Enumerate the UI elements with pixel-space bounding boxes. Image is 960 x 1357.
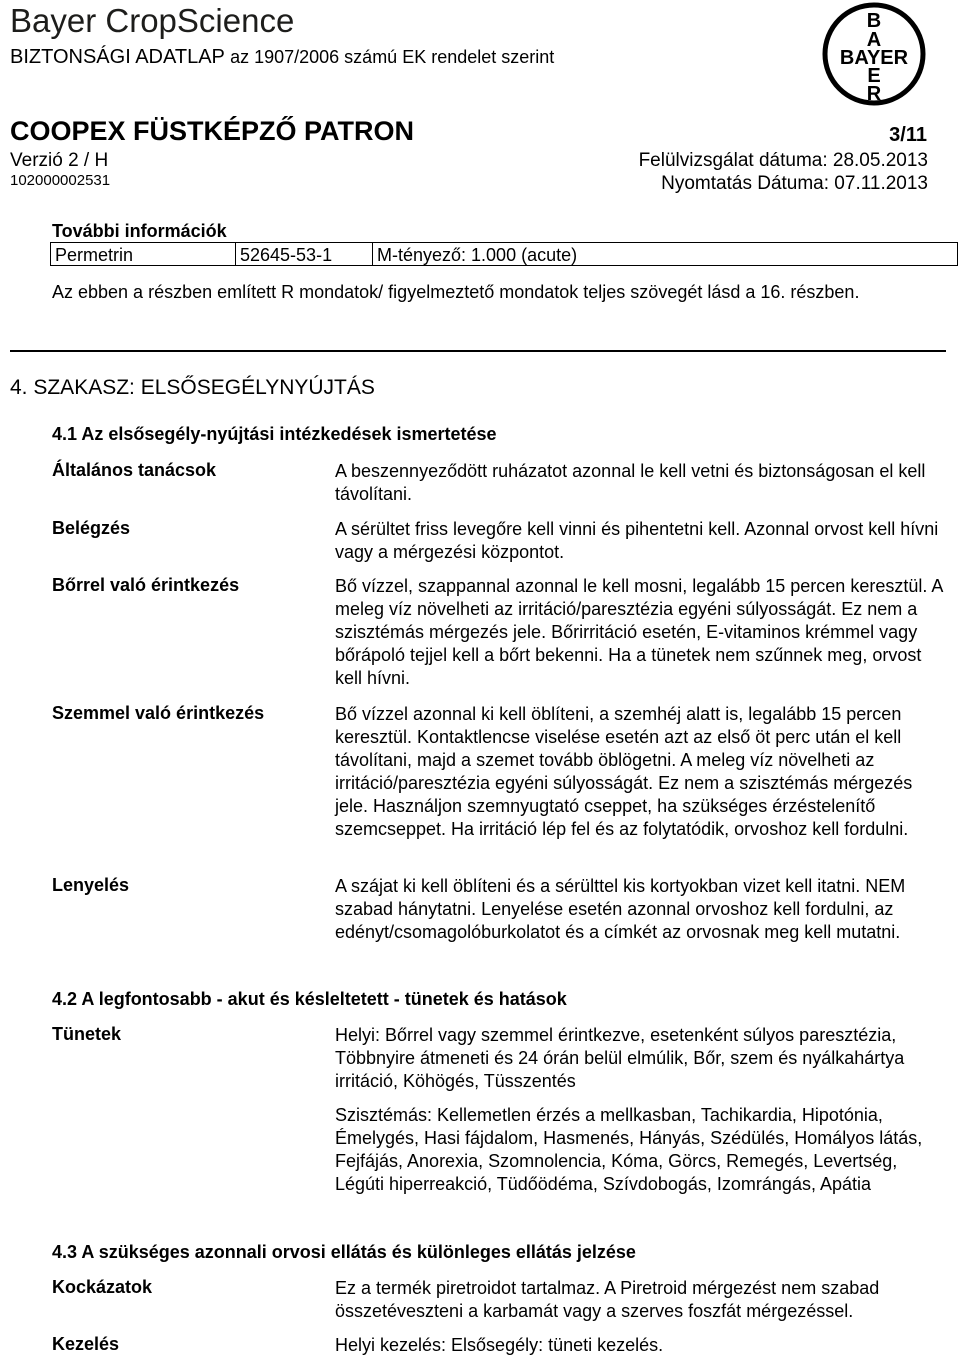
subsection-4-2-title: 4.2 A legfontosabb - akut és késleltetett - tünetek és hatások bbox=[52, 989, 567, 1009]
substance-name: Permetrin bbox=[51, 243, 236, 265]
logo-letter-r: R bbox=[866, 83, 882, 105]
revision-date: Felülvizsgálat dátuma: 28.05.2013 bbox=[638, 150, 928, 171]
version: Verzió 2 / H bbox=[10, 150, 109, 171]
text-symptoms-systemic: Szisztémás: Kellemetlen érzés a mellkasban, Tachikardia, Hipotónia, Émelygés, Hasi fájdalom, Hasmenés, Hányás, Szédülés, Homályos látás, Fejfájás, Anorexia, Szomnolencia, Kóma, Görcs, Remegés, Levertség, Légúti hiperreakció, Tüdőödéma, Szívdobogás, Izomrángás, Apátia bbox=[335, 1105, 923, 1194]
subtitle-main: BIZTONSÁGI ADATLAP bbox=[10, 46, 225, 68]
cas-number: 52645-53-1 bbox=[236, 243, 373, 265]
text-eye-contact: Bő vízzel azonnal ki kell öblíteni, a szemhéj alatt is, legalább 15 percen keresztül. Kontaktlencse viselése esetén azt az első öt perc után el kell távolítani, majd a szemet tovább öblögetni. A meleg víz növelheti az irritáció/paresztézia egyéni súlyosságát. Ez nem a szisztémás mérgezés jele. Használjon szemnyugtató cseppet, ha szükséges érzéstelenítő szemcseppet. Ha irritáció lép fel és az folytatódik, orvoshoz kell fordulni. bbox=[335, 704, 913, 839]
label-risks: Kockázatok bbox=[52, 1277, 153, 1297]
text-general-advice: A beszennyeződött ruházatot azonnal le kell vetni és biztonságosan el kell távolítani. bbox=[335, 461, 926, 504]
text-treatment: Helyi kezelés: Elsősegély: tüneti kezelés. bbox=[335, 1335, 664, 1355]
logo-word: BAYER bbox=[839, 47, 909, 69]
document-subtitle bbox=[10, 46, 554, 69]
logo-letter-b: B bbox=[866, 10, 882, 32]
logo-letter-a: A bbox=[866, 29, 882, 51]
text-inhalation: A sérültet friss levegőre kell vinni és pihentetni kell. Azonnal orvost kell hívni vagy a mérgezési központot. bbox=[335, 519, 939, 562]
label-general-advice: Általános tanácsok bbox=[52, 460, 217, 480]
label-skin-contact: Bőrrel való érintkezés bbox=[52, 575, 240, 595]
product-name: COOPEX FÜSTKÉPZŐ PATRON bbox=[10, 116, 415, 146]
m-factor: M-tényező: 1.000 (acute) bbox=[377, 245, 578, 265]
subsection-4-3-title: 4.3 A szükséges azonnali orvosi ellátás és különleges ellátás jelzése bbox=[52, 1242, 636, 1262]
section-4-title: 4. SZAKASZ: ELSŐSEGÉLYNYÚJTÁS bbox=[10, 376, 375, 399]
subtitle-regulation: az 1907/2006 számú EK rendelet szerint bbox=[230, 47, 555, 67]
subsection-4-1-title: 4.1 Az elsősegély-nyújtási intézkedések ismertetése bbox=[52, 424, 497, 444]
label-treatment: Kezelés bbox=[52, 1334, 120, 1354]
label-eye-contact: Szemmel való érintkezés bbox=[52, 703, 265, 723]
text-skin-contact: Bő vízzel, szappannal azonnal le kell mosni, legalább 15 percen keresztül. A meleg víz növelheti az irritáció/paresztézia egyéni súlyosságát. Ez nem a szisztémás mérgezés jele. Bőrirritáció esetén, E-vitaminos krémmel vagy bőrápoló tejjel kell a bőrt bekenni. Ha a tünetek nem szűnnek meg, orvost kell hívni. bbox=[335, 576, 943, 688]
text-risks: Ez a termék piretroidot tartalmaz. A Piretroid mérgezést nem szabad összetéveszteni a karbamát vagy a szerves foszfát mérgezéssel. bbox=[335, 1278, 880, 1321]
label-symptoms: Tünetek bbox=[52, 1024, 122, 1044]
bayer-logo bbox=[822, 2, 926, 106]
section-divider bbox=[10, 350, 946, 352]
document-number: 102000002531 bbox=[10, 172, 111, 189]
text-symptoms-local: Helyi: Bőrrel vagy szemmel érintkezve, esetenként súlyos paresztézia, Többnyire átmeneti és 24 órán belül elmúlik, Bőr, szem és nyálkahártya irritáció, Köhögés, Tüsszentés bbox=[335, 1025, 905, 1091]
label-ingestion: Lenyelés bbox=[52, 875, 130, 895]
info-table-row bbox=[50, 242, 958, 266]
text-ingestion: A szájat ki kell öblíteni és a sérülttel kis kortyokban vizet kell itatni. NEM szabad hánytatni. Lenyelése esetén azonnal orvoshoz kell fordulni, az edényt/csomagolóburkolatot és a címkét az orvosnak meg kell mutatni. bbox=[335, 876, 906, 942]
company-name: Bayer CropScience bbox=[10, 2, 295, 39]
logo-letter-e: E bbox=[867, 65, 881, 87]
page-number: 3/11 bbox=[889, 124, 927, 146]
r-phrases-note: Az ebben a részben említett R mondatok/ figyelmeztető mondatok teljes szövegét lásd a 16. részben. bbox=[52, 282, 860, 302]
label-inhalation: Belégzés bbox=[52, 518, 131, 538]
further-info-title: További információk bbox=[52, 221, 227, 241]
print-date: Nyomtatás Dátuma: 07.11.2013 bbox=[661, 173, 928, 194]
